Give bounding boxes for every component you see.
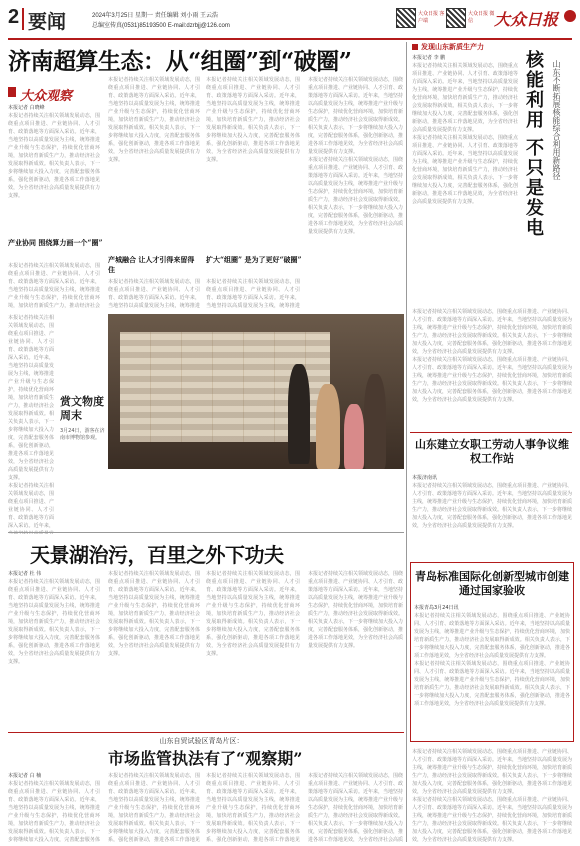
photo-caption-text: 3月24日，游客在济南市博物馆参观。 <box>60 428 105 441</box>
story2-column-3 <box>206 570 300 730</box>
body-text: 本报记者持续关注相关领域发展动态，围绕重点项目推进、产业链协同、人才引育、政策落地等方面深入采访。近年来，当地坚持以高质量发展为主线，统筹推进产业升级与生态保护，持续优化营商环境，加快培育新质生产力，推动经济社会发展取得新成效。相关负责人表示，下一步将继续加大投入力度，完善配套服务体系，强化创新驱动，推进各项工作落地见效，为全省经济社会高质量发展提供有力支撑。 <box>8 579 100 665</box>
body-text: 本报记者持续关注相关领域发展动态，围绕重点项目推进、产业链协同、人才引育、政策落地等方面深入采访。近年来，当地坚持以高质量发展为主线，统筹推进 <box>108 279 200 309</box>
story3-headline[interactable]: 市场监管执法有了“观察期” <box>108 749 303 768</box>
right-story-column-a <box>412 54 518 304</box>
body-text: 本报记者持续关注相关领域发展动态，围绕重点项目推进、产业链协同、人才引育、政策落地等方面深入采访。近年来，当地坚持以高质量发展为主线，统筹推进产业升级与生态保护，持续优化营商环境，加快培育新质生产力，推动经济社会发展取得新成效。相关负责人表示，下一步将继续加大投入力度，完善配套服务体系，强化创新驱动，推进各项工作落地见效，为全省经济社会高质量发展提供有力支撑。 <box>308 157 403 235</box>
story3-column-2 <box>108 772 200 842</box>
contact-line: 总编室传真(0531)85193500 E-mail:dzrbjj@126.com <box>92 23 230 29</box>
lead-byline: 本报记者 白晓峰 <box>8 105 45 111</box>
qr-code-icon[interactable] <box>396 8 416 28</box>
section-name: 要闻 <box>28 11 67 33</box>
story-divider <box>8 532 404 533</box>
logo-emblem-icon <box>564 10 576 22</box>
story3-column-4 <box>308 772 403 842</box>
masthead <box>8 4 572 38</box>
kicker-icon <box>8 87 16 97</box>
lead-kicker: 大众观察 <box>20 89 73 104</box>
page-number: 2 <box>8 6 20 28</box>
lead-column-2b <box>108 278 200 310</box>
visitor-figure <box>364 374 386 469</box>
story3-column-1 <box>8 772 100 842</box>
newspaper-logo: 大众日报 <box>494 10 559 29</box>
right-story-b-title[interactable]: 青岛标准国际化创新型城市创建通过国家验收 <box>415 570 569 597</box>
body-text: 本报记者持续关注相关领域发展动态，围绕重点项目推进、产业链协同、人才引育、政策落地等方面深入采访。近年来，当地坚持以高质量发展为主线，统筹推进产业升级与生态保护，持续优化营商环境，加快培育新质生产力，推动经济社会发展取得新成效。相关负责人表示，下一步将继续加大投入力度，完善配套服务体系，强化创新驱动，推进各项工作落地见 <box>206 773 300 842</box>
body-text: 本报记者持续关注相关领域发展动态，围绕重点项目推进、产业链协同、人才引育、政策落地等方面深入采访。近年来，当地坚持以高质量发展为主线，统筹推进产业升级与生态保护，持续优化营商环境，加快培育新质生产力，推动经济社会发展取得新成效。相关负责人表示，下一步将继续加大投入力度，完善配套服务体系，强化创新驱动，推进各项工作落地见效，为全省经济社会高质 <box>308 773 403 842</box>
museum-photo[interactable] <box>108 314 404 469</box>
lead-subhead-2: 产城融合 让人才引得来留得住 <box>108 255 195 274</box>
story2-column-1 <box>8 570 100 730</box>
right-story-b-body <box>414 604 570 738</box>
story3-column-3 <box>206 772 300 842</box>
qr-caption: 大众日报 微信 <box>468 11 495 24</box>
body-text: 本报记者持续关注相关领域发展动态，围绕重点项目推进、产业链协同、人才引育、政策落地等方面深入采访。近年来，当地坚持以高质量发展为主线，统筹推进产业升级与生态保护，持续优化营商环境，加快培育新质生产力，推动经济社会发展取得新成效。相关负责人表示，下一步将继续加大投入力度，完善配套服务体系，强化创新驱动，推进各项工作落地见效，为全省经济社会高质量发展提供有力支撑。 <box>8 315 54 481</box>
body-text: 本报记者持续关注相关领域发展动态，围绕重点项目推进、产业链协同、人才引育、政策落地等方面深入采访。近年来，当地坚持以高质量发展为主线，统筹推进产业升级与生态保护，持续优化营商环境，加快培育新质生产力，推动经济社会发展取得新成效。相关负责人表示，下一步将继续加大投入力度，完善配套服务体系，强化创新驱动，推进各项工作落地见效，为全省经济社会高质量发展提供有力支撑。 <box>414 613 570 659</box>
visitor-figure <box>344 404 364 469</box>
body-text: 本报记者持续关注相关领域发展动态，围绕重点项目推进、产业链协同、人才引育、政策落地等方面深入采访。近年来，当地坚持以高质量发展为主线，统筹推进产业升级与生态保护，持续优化营商环境，加快培育新质生产力，推动经济社会 <box>8 263 100 309</box>
body-text: 本报记者持续关注相关领域发展动态，围绕重点项目推进、产业链协同、人才引育、政策落地等方面深入采访。近年来， <box>8 483 54 529</box>
lead-column-2 <box>108 76 200 248</box>
lead-column-3 <box>206 76 300 248</box>
visitors <box>278 354 388 469</box>
right-vertical-subtitle: 山东不断拓展核能综合利用新路径 <box>552 60 561 180</box>
right-story-b-byline: 本报青岛3月24日讯 <box>414 605 459 611</box>
visitor-figure <box>316 384 340 469</box>
lead-subhead-1: 产业协同 围绕算力画一个“圈” <box>8 238 103 247</box>
story3-byline: 本报记者 白 楠 <box>8 773 42 779</box>
section-divider <box>22 8 24 30</box>
body-text: 本报记者持续关注相关领域发展动态，围绕重点项目推进、产业链协同、人才引育、政策落地等方面深入采访。近年来，当地坚持以高质量发展为主线，统筹推进产业升级与生态保护，持续优化营商环境，加快培育新质生产力，推动经济社会发展取得新成效。相关负责人表示，下一步将继续加大投入力度，完善配套服务体系，强化创新驱动，推进各项工作落地见效，为全省经济社会高质量发展提供有力支撑。 <box>308 77 403 155</box>
lead-column-1 <box>8 104 100 236</box>
right-story-a-body <box>412 474 572 560</box>
right-vertical-title[interactable]: 核能利用 不只是发电 <box>523 50 544 239</box>
story-divider <box>410 432 572 433</box>
right-story-c-body <box>412 748 572 842</box>
lead-headline[interactable]: 济南超算生态：从“组圈”到“破圈” <box>8 48 352 75</box>
body-text: 本报记者持续关注相关领域发展动态，围绕重点项目推进、产业链协同、人才引育、政策落地等方面深入采访。近年来，当地坚持以高质量发展为主线，统筹推进产业升级与生态保护，持续优化营商环境，加快培育新质生产力，推动经济社会发展取得新成效。相关负责人表示，下一步将继续加大投入力度，完善配套服务体系，强化创新驱动，推进各项工作落地见效，为全省经济社会高质量发展提供有力支撑。 <box>412 797 572 842</box>
visitor-figure <box>288 364 310 464</box>
photo-caption-title: 赏文物度周末 <box>60 395 104 422</box>
story2-byline: 本报记者 杜 伟 <box>8 571 42 577</box>
body-text: 本报记者持续关注相关领域发展动态，围绕重点项目推进、产业链协同、人才引育、政策落地等方面深入采访。近年来，当地坚持以高质量发展为主线，统筹推进产业升级与生态保护，持续优化营商环境，加快培育新质生产力，推动经济社会发展取得新成效。相关负责人表示，下一步将继续加大投入力度，完善配套服务体系，强化创新驱动，推进各项工作落地见效，为全省经济社会高质量发展提供有力支撑。 <box>412 135 518 205</box>
body-text: 本报记者持续关注相关领域发展动态，围绕重点项目推进、产业链协同、人才引育、政策落地等方面深入采访。近年来，当地坚持以高质量发展为主线，统筹推进产业升级与生态保护，持续优化营商环境，加快培育新质生产力，推动经济社会发展取得新成效。相关负责人表示，下一步将继续加大投入力度，完善配套服务体 <box>8 781 100 842</box>
body-text: 本报记者持续关注相关领域发展动态，围绕重点项目推进、产业链协同、人才引育、政策落地等方面深入采访。近年来，当地坚持以高质量发展为主线，统筹推进产业升级与生态保护，持续优化营商环境，加快培育新质生产力，推动经济社会发展取得新成效。相关负责人表示，下一步将继续加大投入力度，完善配套服务体系，强化创新驱动，推进各项工作落地见效，为全省经济社会高质量发展提供有力支撑。 <box>206 77 300 163</box>
body-text: 本报记者持续关注相关领域发展动态，围绕重点项目推进、产业链协同、人才引育、政策落地等方面深入采访。近年来，当地坚持以高质量发展为主线，统筹推进产业升级与生态保护，持续优化营商环境，加快培育新质生产力，推动经济社会发展取得新成效。相关负责人表示，下一步将继续加大投入力度，完善配套服务体系，强化创新驱动，推进各项工作落地见效，为全省经济社会高质量发展提供有力支撑。 <box>108 571 200 657</box>
right-story-a-byline: 本报济南讯 <box>412 475 438 481</box>
right-kicker-text: 发现山东新质生产力 <box>421 43 484 51</box>
qr-code-icon[interactable] <box>446 8 466 28</box>
date-line: 2024年3月25日 星期一 责任编辑 刘小雨 王云浩 <box>92 13 219 19</box>
right-byline: 本报记者 李 鹏 <box>412 55 446 61</box>
body-text: 本报记者持续关注相关领域发展动态，围绕重点项目推进、产业链协同、人才引育、政策落地等方面深入采访。近年来，当地坚持以高质量发展为主线，统筹推进产业升级与生态保护，持续优化营商环境，加快培育新质生产力，推动经济社会发展取得新成效。相关负责人表示，下一步将继续加大投入力度，完善配套服务体系，强化创新驱动，推进各项工作落地见效，为全省经济社会高质量发展提供有力支撑。 <box>412 357 572 403</box>
body-text: 本报记者持续关注相关领域发展动态，围绕重点项目推进、产业链协同、人才引育、政策落地等方面深入采访。近年来，当地坚持以高质量发展为主线，统筹推进产业升级与生态保护，持续优化营商环境，加快培育新质生产力，推动经济社会发展取得新成效。相关负责人表示，下一步将继续加大投入力度，完善配套服务体系，强化创新驱动，推进各项工作落地见 <box>108 773 200 842</box>
story2-column-4 <box>308 570 403 730</box>
right-kicker <box>412 42 484 52</box>
qr-caption: 大众日报 客户端 <box>418 11 445 24</box>
right-story-a-title[interactable]: 山东建立女职工劳动人事争议维权工作站 <box>415 438 569 465</box>
body-text: 本报记者持续关注相关领域发展动态，围绕重点项目推进、产业链协同、人才引育、政策落地等方面深入采访。近年来，当地坚持以高质量发展为主线，统筹推进产业升级与生态保护，持续优化营商环境，加快培育新质生产力，推动经济社会发展取得新成效。相关负责人表示，下一步将继续加大投入力度，完善配套服务体系，强化创新驱动，推进各项工作落地见效，为全省经济社会高质量发展提供有力支撑。 <box>412 63 518 133</box>
body-text: 本报记者持续关注相关领域发展动态，围绕重点项目推进、产业链协同、人才引育、政策落地等方面深入采访。近年来，当地坚持以高质量发展为主线，统筹推进产业升级与生态保护，持续优化营商环境，加快培育新质生产力，推动经济社会发展取得新成效。相关负责人表示，下一步将继续加大投入力度，完善配套服务体系，强化创新驱动，推进各项工作落地见效，为全省经济社会高质量发展提供有力支撑。 <box>206 571 300 657</box>
body-text: 本报记者持续关注相关领域发展动态，围绕重点项目推进、产业链协同、人才引育、政策落地等方面深入采访。近年来，当地坚持以高质量发展为主线，统筹推进 <box>206 279 300 309</box>
body-text: 本报记者持续关注相关领域发展动态，围绕重点项目推进、产业链协同、人才引育、政策落地等方面深入采访。近年来，当地坚持以高质量发展为主线，统筹推进产业升级与生态保护，持续优化营商环境，加快培育新质生产力，推动经济社会发展取得新成效。相关负责人表示，下一步将继续加大投入力度，完善配套服务体系，强化创新驱动，推进各项工作落地见效，为全省经济社会高质量发展提供有力支撑。 <box>412 309 572 355</box>
story2-headline[interactable]: 天景湖治污，百里之外下功夫 <box>30 543 284 567</box>
story2-column-2 <box>108 570 200 730</box>
lead-column-1c <box>8 314 54 534</box>
lead-subhead-3: 扩大“组圈” 是为了更好“破圈” <box>206 255 302 264</box>
body-text: 本报记者持续关注相关领域发展动态，围绕重点项目推进、产业链协同、人才引育、政策落地等方面深入采访。近年来，当地坚持以高质量发展为主线，统筹推进产业升级与生态保护，持续优化营商环境，加快培育新质生产力，推动经济社会发展取得新成效。相关负责人表示，下一步将继续加大投入力度，完善配套服务体系，强化创新驱动，推进各项工作落地见效，为全省经济社会高质量发展提供有力支撑。 <box>412 483 572 529</box>
lead-column-1b <box>8 262 100 310</box>
body-text: 本报记者持续关注相关领域发展动态，围绕重点项目推进、产业链协同、人才引育、政策落地等方面深入采访。近年来，当地坚持以高质量发展为主线，统筹推进产业升级与生态保护，持续优化营商环境，加快培育新质生产力，推动经济社会发展取得新成效。相关负责人表示，下一步将继续加大投入力度，完善配套服务体系，强化创新驱动，推进各项工作落地见效，为全省经济社会高质量发展提供有力支撑。 <box>108 77 200 163</box>
column-divider <box>406 42 407 842</box>
body-text: 本报记者持续关注相关领域发展动态，围绕重点项目推进、产业链协同、人才引育、政策落地等方面深入采访。近年来，当地坚持以高质量发展为主线，统筹推进产业升级与生态保护，持续优化营商环境，加快培育新质生产力，推动经济社会发展取得新成效。相关负责人表示，下一步将继续加大投入力度，完善配套服务体系，强化创新驱动，推进各项工作落地见效，为全省经济社会高质量发展提供有力支撑。 <box>412 749 572 795</box>
masthead-rule <box>8 38 572 40</box>
body-text: 本报记者持续关注相关领域发展动态，围绕重点项目推进、产业链协同、人才引育、政策落地等方面深入采访。近年来，当地坚持以高质量发展为主线，统筹推进产业升级与生态保护，持续优化营商环境，加快培育新质生产力，推动经济社会发展取得新成效。相关负责人表示，下一步将继续加大投入力度，完善配套服务体系，强化创新驱动，推进各项工作落地见效，为全省经济社会高质量发展提供有力支撑。 <box>414 661 570 707</box>
lead-column-3b <box>206 278 300 310</box>
body-text: 本报记者持续关注相关领域发展动态，围绕重点项目推进、产业链协同、人才引育、政策落地等方面深入采访。近年来，当地坚持以高质量发展为主线，统筹推进产业升级与生态保护，持续优化营商环境，加快培育新质生产力，推动经济社会发展取得新成效。相关负责人表示，下一步将继续加大投入力度，完善配套服务体系，强化创新驱动，推进各项工作落地见效，为全省经济社会高质量发展提供有力支撑。 <box>8 113 100 199</box>
flag-icon <box>412 44 418 50</box>
right-story-column-b <box>412 308 572 428</box>
lead-column-4 <box>308 76 403 310</box>
story-divider <box>8 732 404 733</box>
body-text: 本报记者持续关注相关领域发展动态，围绕重点项目推进、产业链协同、人才引育、政策落地等方面深入采访。近年来，当地坚持以高质量发展为主线，统筹推进产业升级与生态保护，持续优化营商环境，加快培育新质生产力，推动经济社会发展取得新成效。相关负责人表示，下一步将继续加大投入力度，完善配套服务体系，强化创新驱动，推进各项工作落地见效，为全省经济社会高质量发展提供有力支撑。 <box>308 571 403 649</box>
story3-kicker: 山东自贸试验区青岛片区： <box>159 737 244 745</box>
